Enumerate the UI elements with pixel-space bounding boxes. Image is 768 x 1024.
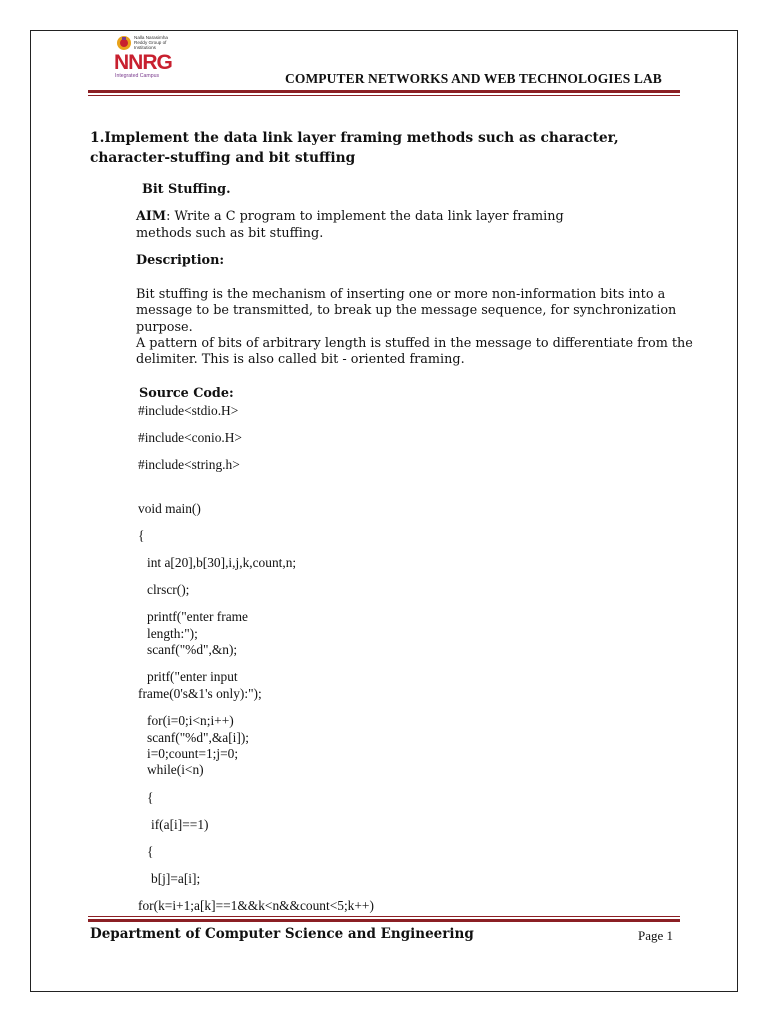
code-line: clrscr(); [147,582,190,597]
header-rule-thin [88,95,680,96]
logo-subtitle: Integrated Campus [115,73,160,79]
code-line: pritf("enter input [147,669,238,684]
footer-department: Department of Computer Science and Engineering [90,926,474,942]
aim-label: AIM [136,209,167,224]
code-line: #include<conio.H> [138,430,242,445]
code-line: for(i=0;i<n;i++) [147,713,234,728]
code-line: for(k=i+1;a[k]==1&&k<n&&count<5;k++) [138,898,374,913]
header-rule-thick [88,90,680,93]
code-line: printf("enter frame [147,609,249,624]
experiment-title: 1.Implement the data link layer framing methods such as character, character-stuffing and bit stuffing [90,130,619,166]
footer-rule-thin [88,916,680,917]
section-subtitle: Bit Stuffing. [142,182,231,197]
source-code-heading: Source Code: [139,386,234,401]
logo-emblem-icon [116,35,132,51]
code-line: b[j]=a[i]; [151,871,201,886]
code-line: i=0;count=1;j=0; [147,746,239,761]
logo-group-line-1: Nalla Narasimha [134,35,168,40]
code-line: if(a[i]==1) [151,817,209,832]
code-line: length:"); [147,626,198,641]
description-paragraph-1: Bit stuffing is the mechanism of inserting one or more non-information bits into a message to be transmitted, to break up the message sequence, for synchronization purpose. [136,287,677,335]
code-line: int a[20],b[30],i,j,k,count,n; [147,555,297,570]
description-body [136,287,696,368]
code-line: { [147,790,154,805]
logo-wordmark: NNRG [114,51,172,74]
page-border [30,30,738,992]
aim-paragraph [136,209,606,242]
code-line: while(i<n) [147,762,204,777]
logo-group-line-3: Institutions [134,45,156,50]
code-line: #include<string.h> [138,457,240,472]
aim-text: : Write a C program to implement the data link layer framing methods such as bit stuffing. [136,209,564,241]
institution-logo [114,34,194,82]
code-line: scanf("%d",&a[i]); [147,730,250,745]
description-paragraph-2: A pattern of bits of arbitrary length is stuffed in the message to differentiate from the delimiter. This is also called bit - oriented framing. [136,335,693,368]
code-line: void main() [138,501,201,516]
footer-rule-thick [88,919,680,922]
code-line: { [147,844,154,859]
code-line: scanf("%d",&n); [147,642,238,657]
code-line: frame(0's&1's only):"); [138,686,262,701]
logo-group-line-2: Reddy Group of [134,40,167,45]
code-line: #include<stdio.H> [138,403,239,418]
footer-page-number: Page 1 [638,928,674,943]
description-heading: Description: [136,253,225,268]
header-title: COMPUTER NETWORKS AND WEB TECHNOLOGIES LAB [285,71,662,86]
code-line: { [138,528,145,543]
